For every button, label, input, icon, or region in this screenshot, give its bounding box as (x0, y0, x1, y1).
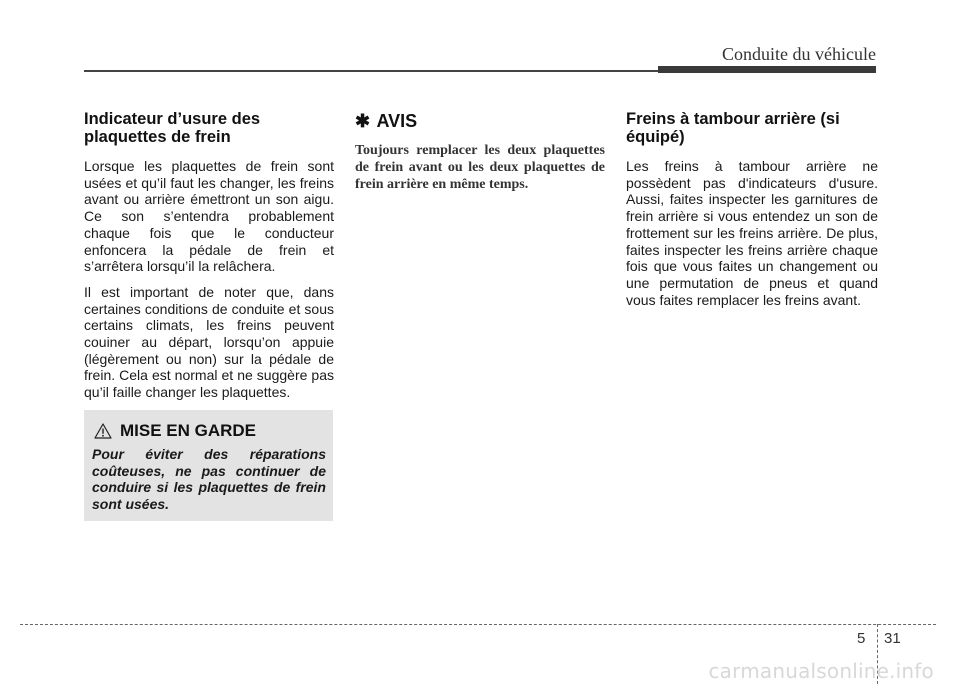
warning-triangle-icon (94, 423, 112, 439)
page-header-title: Conduite du véhicule (722, 44, 876, 64)
page-number: 31 (884, 630, 901, 647)
warning-text: Pour éviter des réparations coûteuses, ne pas continuer de conduire si les plaquettes de frein sont usées. (92, 446, 326, 513)
left-paragraph-1: Lorsque les plaquettes de frein sont usées et qu’il faut les changer, les freins avant ou arrière émettront un son aigu. Ce son s’entendra probablement chaque fois que le conducteur enfoncera la pédale de frein et s’arrêtera lorsqu’il la relâchera. (84, 158, 334, 275)
left-column (84, 110, 334, 410)
watermark: carmanualsonline.info (708, 659, 934, 683)
avis-heading (355, 110, 605, 132)
warning-header (94, 421, 256, 441)
header-rule-thin (84, 70, 660, 72)
drum-brakes-heading: Freins à tambour arrière (si équipé) (626, 110, 840, 146)
right-paragraph-1: Les freins à tambour arrière ne possèdent pas d'indicateurs d'usure. Aussi, faites inspecter les garnitures de frein arrière si vous entendez un son de frottement sur les freins arrière. De plus, faites inspecter les freins arrière chaque fois que vous faites un changement ou une permutation de pneus et quand vous faites remplacer les freins avant. (626, 158, 878, 308)
footer-rule (20, 624, 936, 625)
avis-text: Toujours remplacer les deux plaquettes de frein avant ou les deux plaquettes de frein arrière en même temps. (355, 143, 605, 192)
chapter-number: 5 (857, 630, 866, 647)
header-rule-thick (658, 66, 876, 73)
avis-star-icon: ✱ (355, 111, 371, 131)
left-paragraph-2: Il est important de noter que, dans certaines conditions de conduite et sous certains climats, les freins peuvent couiner au départ, lorsqu’on appuie (légèrement ou non) sur la pédale de frein. Cela est normal et ne suggère pas qu’il faille changer les plaquettes. (84, 283, 334, 401)
warning-title: MISE EN GARDE (120, 421, 257, 440)
brake-wear-indicator-heading: Indicateur d’usure des plaquettes de frein (84, 110, 261, 146)
right-column (626, 110, 878, 317)
warning-box (84, 410, 333, 521)
avis-heading-label: AVIS (376, 111, 418, 131)
middle-column (355, 110, 605, 193)
